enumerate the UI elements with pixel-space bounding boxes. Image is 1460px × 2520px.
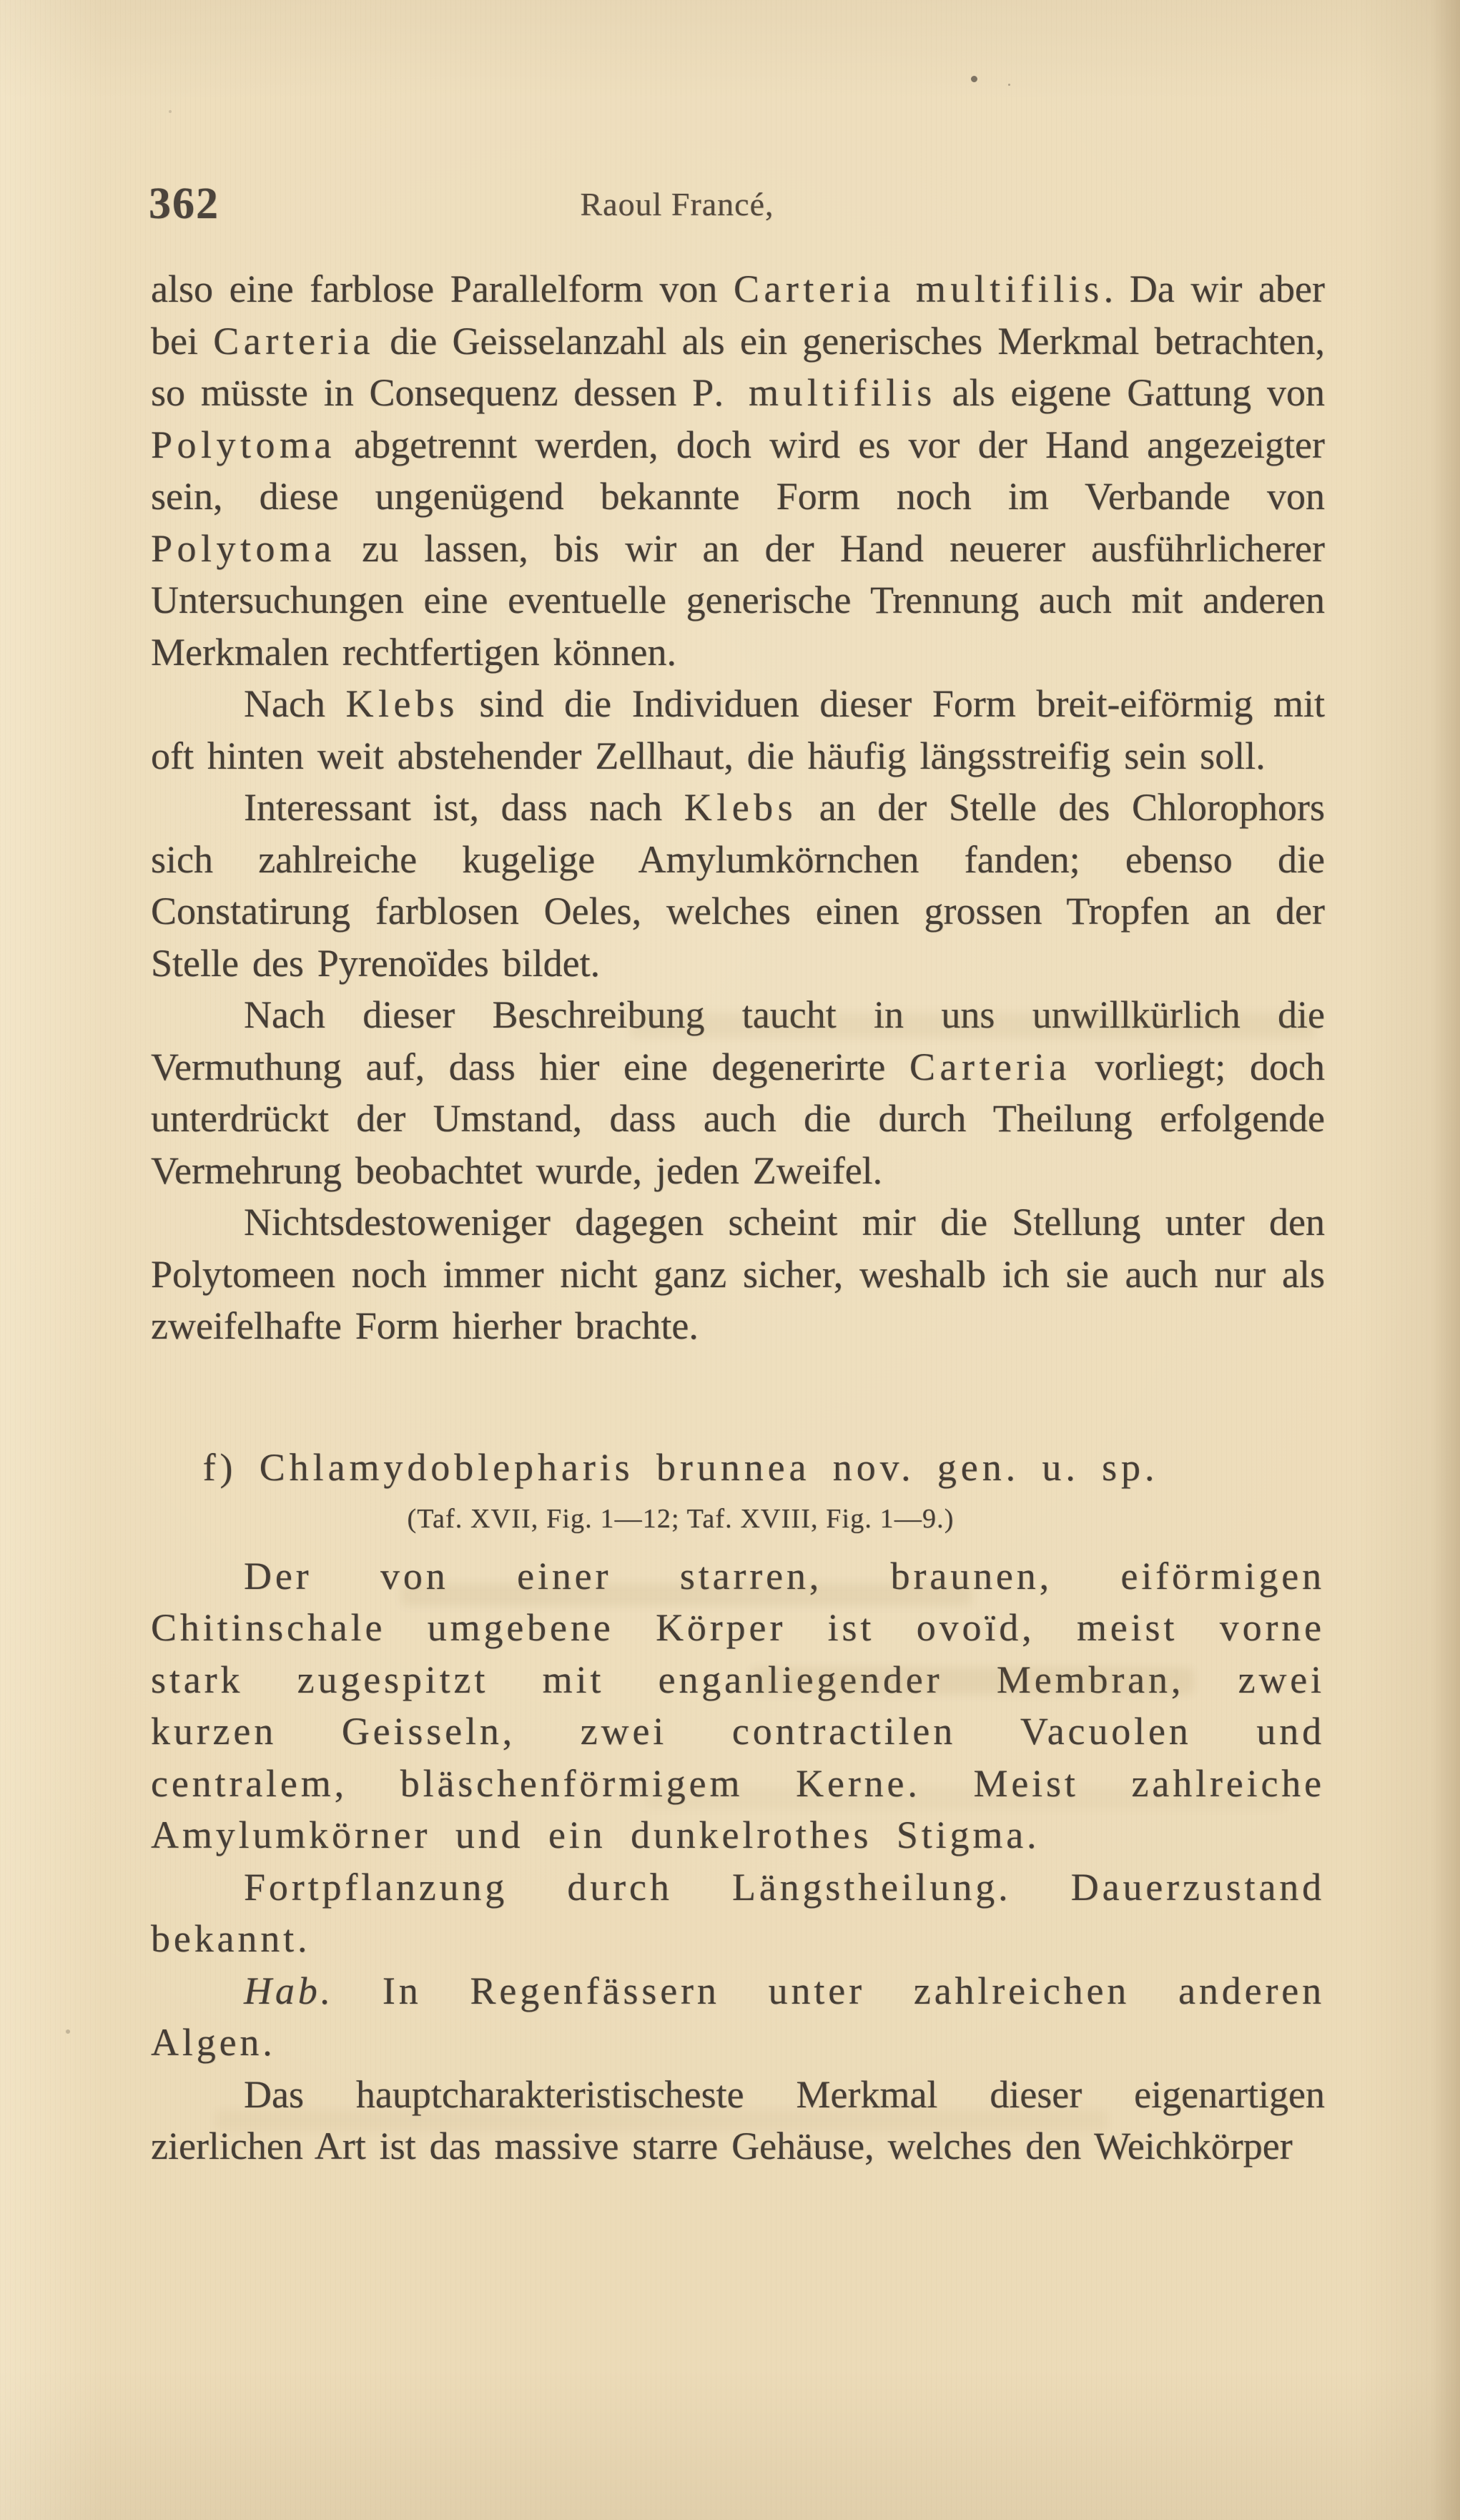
paragraph-habitat: Hab. In Regenfässern unter zahlreichen anderen Algen. bbox=[151, 1969, 1325, 2064]
show-through-smudge bbox=[400, 1583, 972, 1606]
show-through-smudge bbox=[629, 1013, 1316, 1038]
show-through-smudge bbox=[643, 1788, 1287, 1809]
paragraph-interessant: Interessant ist, dass nach Klebs an der Stelle des Chlorophors sich zahlreiche kugelige Amylumkörnchen fanden; ebenso die Constatirung farblosen Oeles, welches einen grossen Tropfen an der Stelle des Pyrenoïdes bildet. bbox=[151, 786, 1325, 985]
show-through-smudge bbox=[214, 2110, 1108, 2131]
page-number: 362 bbox=[149, 179, 220, 228]
section-subheading: (Taf. XVII, Fig. 1—12; Taf. XVIII, Fig. 1—9.) bbox=[407, 1503, 955, 1534]
paragraph-nach-klebs: Nach Klebs sind die Individuen dieser Form breit-eiförmig mit oft hinten weit abstehender Zellhaut, die häufig längsstreifig sein soll. bbox=[151, 682, 1325, 777]
paragraph-diagnosis: Der von einer starren, braunen, eiförmigen Chitinschale umgebene Körper ist ovoïd, meist vorne stark zugespitzt mit enganliegender Membran, zwei kurzen Geisseln, zwei contractilen Vacuolen und centralem, bläschenförmigem Kerne. Meist zahlreiche Amylumkörner und ein dunkelrothes Stigma. bbox=[151, 1554, 1325, 1856]
text-column bbox=[151, 263, 1325, 2172]
ink-speck bbox=[169, 110, 172, 113]
running-header: Raoul Francé, bbox=[580, 186, 774, 222]
paragraph-nichtsdestoweniger: Nichtsdestoweniger dagegen scheint mir die Stellung unter den Polytomeen noch immer nicht ganz sicher, weshalb ich sie auch nur als zweifelhafte Form hierher brachte. bbox=[151, 1201, 1325, 1347]
paragraph-fortpflanzung: Fortpflanzung durch Längstheilung. Dauerzustand bekannt. bbox=[151, 1865, 1325, 1960]
paragraph-nach-dieser-beschreibung: Nach dieser Beschreibung taucht in uns unwillkürlich die Vermuthung auf, dass hier eine degenerirte Carteria vorliegt; doch unterdrückt der Umstand, dass auch die durch Theilung erfolgende Vermehrung beobachtet wurde, jeden Zweifel. bbox=[151, 993, 1325, 1192]
ink-speck bbox=[1008, 84, 1010, 86]
paragraph-polytoma-continuation: also eine farblose Parallelform von Carteria multifilis. Da wir aber bei Carteria die Geisselanzahl als ein generisches Merkmal betrachten, so müsste in Consequenz dessen P. multifilis als eigene Gattung von Polytoma abgetrennt werden, doch wird es vor der Hand angezeigter sein, diese ungenügend bekannte Form noch im Verbande von Polytoma zu lassen, bis wir an der Hand neuerer ausführlicherer Untersuchungen eine eventuelle generische Trennung auch mit anderen Merkmalen rechtfertigen können. bbox=[151, 267, 1325, 674]
paragraph-hauptmerkmal: Das hauptcharakteristischeste Merkmal dieser eigenartigen zierlichen Art ist das massive starre Gehäuse, welches den Weichkörper bbox=[151, 2072, 1325, 2167]
ink-speck bbox=[971, 76, 977, 82]
ink-speck bbox=[66, 2029, 70, 2034]
show-through-smudge bbox=[751, 1668, 1194, 1695]
section-heading: f) Chlamydoblepharis brunnea nov. gen. u. sp. bbox=[202, 1445, 1159, 1489]
